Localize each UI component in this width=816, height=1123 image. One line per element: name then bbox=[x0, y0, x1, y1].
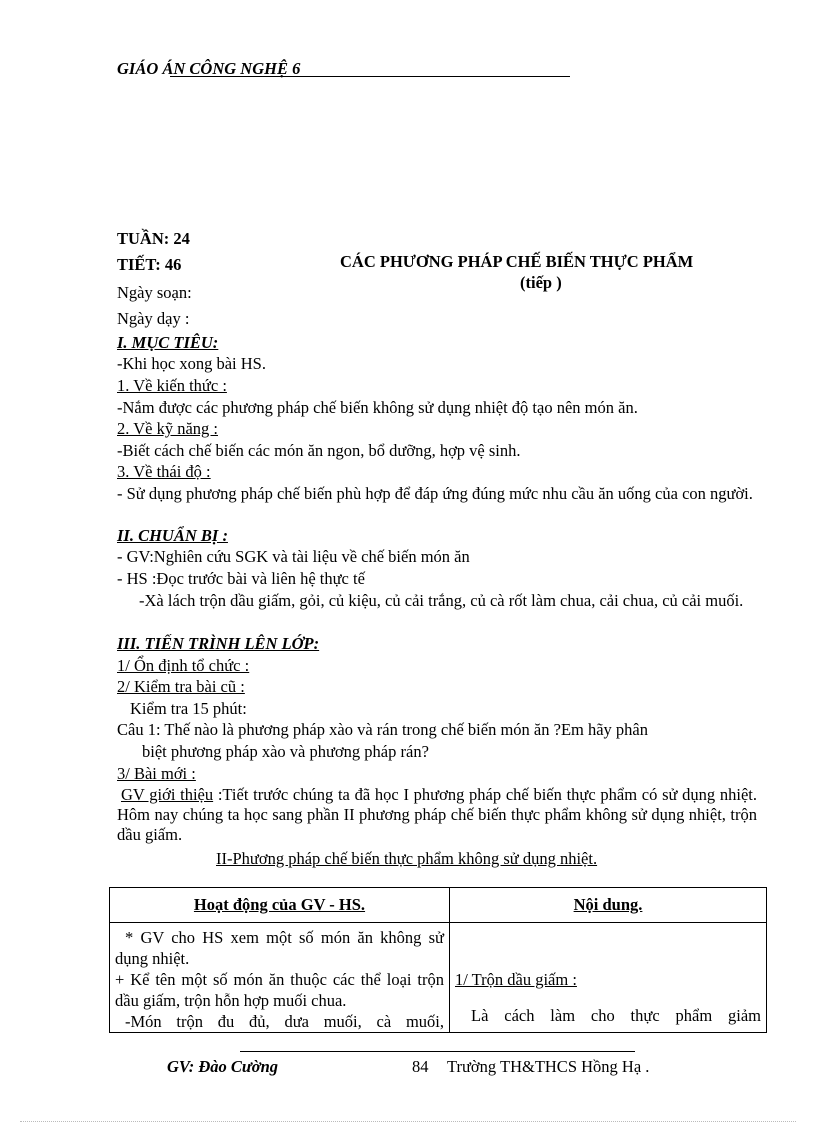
objectives-intro: -Khi học xong bài HS. bbox=[117, 354, 266, 373]
page-edge-divider bbox=[20, 1121, 796, 1122]
dish-list: -Xà lách trộn dầu giấm, gỏi, củ kiệu, củ cải trắng, củ cà rốt làm chua, cải chua, củ cải muối. bbox=[139, 591, 744, 610]
lesson-subtitle: (tiếp ) bbox=[520, 273, 562, 292]
week-label: TUẦN: 24 bbox=[117, 229, 190, 248]
teacher-introduction bbox=[117, 785, 757, 845]
lesson-activity-table bbox=[109, 887, 767, 1033]
page-number: 84 bbox=[412, 1057, 429, 1076]
activity-text-2: + Kể tên một số món ăn thuộc các thể loại trộn dầu giấm, trộn hỗn hợp muối chua. bbox=[115, 970, 444, 1010]
step-organize: 1/ Ổn định tổ chức : bbox=[117, 656, 250, 675]
quiz-question-line1: Câu 1: Thế nào là phương pháp xào và rán trong chế biến món ăn ?Em hãy phân bbox=[117, 720, 649, 739]
teach-date-label: Ngày dạy : bbox=[117, 309, 190, 328]
intro-text: :Tiết trước chúng ta đã học I phương pháp chế biến thực phẩm có sử dụng nhiệt. Hôm nay chúng ta học sang phần II phương pháp chế biến thực phẩm không sử dụng nhiệt, trộn dầu giấm. bbox=[117, 785, 757, 844]
prep-date-label: Ngày soạn: bbox=[117, 283, 192, 302]
student-preparation: - HS :Đọc trước bài và liên hệ thực tế bbox=[117, 569, 365, 588]
knowledge-heading: 1. Về kiến thức : bbox=[117, 376, 227, 395]
intro-label: GV giới thiệu bbox=[121, 785, 214, 804]
quiz-time: Kiểm tra 15 phút: bbox=[130, 699, 247, 718]
footer-teacher: GV: Đào Cường bbox=[167, 1057, 279, 1076]
skills-text: -Biết cách chế biến các món ăn ngon, bổ dưỡng, hợp vệ sinh. bbox=[117, 441, 521, 460]
step-new-lesson: 3/ Bài mới : bbox=[117, 764, 196, 783]
skills-heading: 2. Về kỹ năng : bbox=[117, 419, 218, 438]
content-text: Là cách làm cho thực phẩm giảm bbox=[471, 1006, 761, 1025]
section-title: II-Phương pháp chế biến thực phẩm không sử dụng nhiệt. bbox=[216, 849, 598, 868]
attitude-heading: 3. Về thái độ : bbox=[117, 462, 211, 481]
activity-text-3: -Món trộn đu đủ, dưa muối, cà muối, bbox=[125, 1012, 444, 1031]
procedure-heading: III. TIẾN TRÌNH LÊN LỚP: bbox=[117, 634, 320, 653]
period-label: TIẾT: 46 bbox=[117, 255, 182, 274]
attitude-text: - Sử dụng phương pháp chế biến phù hợp để đáp ứng đúng mức nhu cầu ăn uống của con người. bbox=[117, 484, 753, 503]
quiz-question-line2: biệt phương pháp xào và phương pháp rán? bbox=[142, 742, 429, 761]
footer-school: Trường TH&THCS Hồng Hạ . bbox=[447, 1057, 650, 1076]
objectives-heading: I. MỤC TIÊU: bbox=[117, 333, 219, 352]
table-header-activity: Hoạt động của GV - HS. bbox=[110, 888, 450, 923]
table-header-content: Nội dung. bbox=[450, 888, 767, 923]
activity-text-1: * GV cho HS xem một số món ăn không sử dụng nhiệt. bbox=[115, 928, 444, 968]
document-header-title: GIÁO ÁN CÔNG NGHỆ 6 bbox=[117, 59, 301, 78]
step-review: 2/ Kiểm tra bài cũ : bbox=[117, 677, 245, 696]
preparation-heading: II. CHUẨN BỊ : bbox=[117, 526, 228, 545]
knowledge-text: -Nắm được các phương pháp chế biến không sử dụng nhiệt độ tạo nên món ăn. bbox=[117, 398, 638, 417]
header-rule bbox=[170, 76, 570, 77]
footer-rule bbox=[240, 1051, 635, 1052]
table-activity-cell bbox=[110, 923, 450, 1033]
table-content-cell bbox=[450, 923, 767, 1033]
teacher-preparation: - GV:Nghiên cứu SGK và tài liệu về chế biến món ăn bbox=[117, 547, 470, 566]
content-heading: 1/ Trộn dầu giấm : bbox=[455, 970, 577, 989]
lesson-title: CÁC PHƯƠNG PHÁP CHẾ BIẾN THỰC PHẨM bbox=[340, 252, 694, 271]
